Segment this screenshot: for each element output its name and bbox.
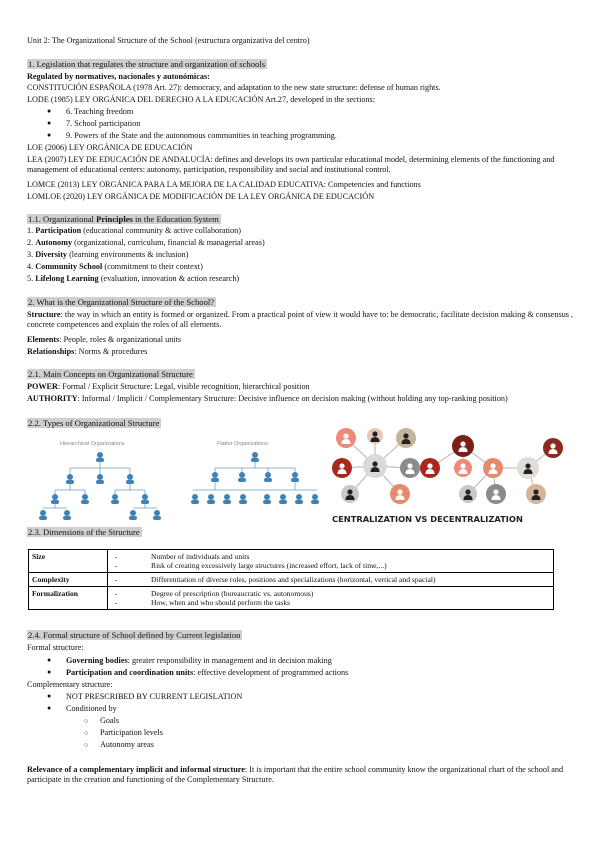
table-row: Complexity - Differentiation of diverse roles, positions and specializations (horizontal, vertical and spacial) <box>29 573 554 587</box>
conditioned-item-3: Autonomy areas <box>100 740 154 749</box>
complementary-item-1: NOT PRESCRIBED BY CURRENT LEGISLATION <box>66 692 243 701</box>
centralized-cluster <box>332 428 420 504</box>
dimension-name: Size <box>29 550 108 573</box>
principle-item: 1. Participation (educational community & active collaboration) <box>27 226 241 235</box>
flatter-label: Flatter Organizations <box>217 441 269 447</box>
circle-bullet-icon: ○ <box>84 741 89 749</box>
conditioned-item-2: Participation levels <box>100 728 163 737</box>
relevance-paragraph: Relevance of a complementary implicit and informal structure: It is important that the entire school community know the organizational chart of the school and participate in the creation and functioning of the Complementary Structure. <box>27 765 564 784</box>
bullet-icon: ● <box>47 704 52 712</box>
unit-title: Unit 2: The Organizational Structure of the School (estructura organizativa del centro) <box>27 36 310 45</box>
principle-item: 3. Diversity (learning environments & inclusion) <box>27 250 189 259</box>
complementary-item-2: Conditioned by <box>66 704 117 713</box>
constitucion-line: CONSTITUCIÓN ESPAÑOLA (1978 Art. 27): democracy, and adaptation to the new state structure: defense of human rights. <box>27 83 441 92</box>
section-2-3-heading: 2.3. Dimensions of the Structure <box>28 527 140 537</box>
section-1-heading: 1. Legislation that regulates the structure and organization of schools <box>28 59 266 69</box>
formal-item-1: Governing bodies: greater responsibility in management and in decision making <box>66 656 332 665</box>
dimension-name: Complexity <box>29 573 108 587</box>
lode-item-2: 7. School participation <box>66 119 141 128</box>
lode-item-3: 9. Powers of the State and the autonomous communities in teaching programming. <box>66 131 337 140</box>
section-2-2-heading: 2.2. Types of Organizational Structure <box>28 418 160 428</box>
section-2-4-heading: 2.4. Formal structure of School defined by Current legislation <box>28 630 241 640</box>
lode-item-1: 6. Teaching freedom <box>66 107 134 116</box>
bullet-icon: ● <box>47 692 52 700</box>
bullet-icon: ● <box>47 668 52 676</box>
loe-line: LOE (2006) LEY ORGÁNICA DE EDUCACIÓN <box>27 143 193 152</box>
section-2-heading: 2. What is the Organizational Structure of the School? <box>28 297 215 307</box>
circle-bullet-icon: ○ <box>84 717 89 725</box>
authority-line: AUTHORITY: Informal / Implicit / Complementary Structure: Decisive influence on decision making (without holding any top-ranking position) <box>27 394 508 403</box>
dimensions-table <box>28 549 554 610</box>
principle-item: 2. Autonomy (organizational, curriculum, financial & managerial areas) <box>27 238 265 247</box>
bullet-icon: ● <box>47 656 52 664</box>
bullet-icon: ● <box>47 107 52 115</box>
regulated-line: Regulated by normatives, nacionales y autonómicas: <box>27 72 210 81</box>
elements-line: Elements: People, roles & organizational units <box>27 335 182 344</box>
principle-item: 5. Lifelong Learning (evaluation, innovation & action research) <box>27 274 240 283</box>
conditioned-item-1: Goals <box>100 716 120 725</box>
decentralized-cluster <box>420 435 563 504</box>
section-2-1-heading: 2.1. Main Concepts on Organizational Structure <box>28 369 193 379</box>
bullet-icon: ● <box>47 131 52 139</box>
centralization-caption: CENTRALIZATION VS DECENTRALIZATION <box>332 514 523 524</box>
section-1-1-heading: 1.1. Organizational Principles in the Education System <box>28 214 219 224</box>
centralization-figure <box>328 428 568 526</box>
power-line: POWER: Formal / Explicit Structure: Legal, visible recognition, hierarchical position <box>27 382 310 391</box>
circle-bullet-icon: ○ <box>84 729 89 737</box>
formal-item-2: Participation and coordination units: effective development of programmed actions <box>66 668 349 677</box>
hierarchical-org-figure <box>30 430 180 522</box>
table-row: Formalization - Degree of prescription (bureaucratic vs. autonomous) - How, when and who should perform the tasks <box>29 587 554 610</box>
lomloe-line: LOMLOE (2020) LEY ORGÁNICA DE MODIFICACIÓN DE LA LEY ORGÁNICA DE EDUCACIÓN <box>27 192 375 201</box>
formal-structure-label: Formal structure: <box>27 643 84 652</box>
flatter-org-figure <box>185 430 325 522</box>
bullet-icon: ● <box>47 119 52 127</box>
lea-paragraph: LEA (2007) LEY DE EDUCACIÓN DE ANDALUCÍA: defines and develops its own particular educational model, determining elements of the functioning and management of educational centers: autonomy, participation, responsibility and social and institutional control. <box>27 155 555 174</box>
lode-line: LODE (1985) LEY ORGÁNICA DEL DERECHO A LA EDUCACIÓN Art.27, developed in the sections: <box>27 95 376 104</box>
relationships-line: Relationships: Norms & procedures <box>27 347 148 356</box>
dimension-name: Formalization <box>29 587 108 610</box>
hierarchical-label: Hierarchical Organizations <box>60 441 125 447</box>
lomce-line: LOMCE (2013) LEY ORGÁNICA PARA LA MEJORA DE LA CALIDAD EDUCATIVA: Competencies and functions <box>27 180 421 189</box>
principle-item: 4. Community School (commitment to their context) <box>27 262 203 271</box>
structure-definition: Structure: the way in which an entity is formed or organized. From a practical point of view it would have to: be democratic, facilitate decision making & consensus , concrete competences and explain the roles of all elements. <box>27 310 574 329</box>
table-row: Size - Number of individuals and units - Risk of creating excessively large structures (increased effort, lack of time,...) <box>29 550 554 573</box>
complementary-structure-label: Complementary structure: <box>27 680 113 689</box>
